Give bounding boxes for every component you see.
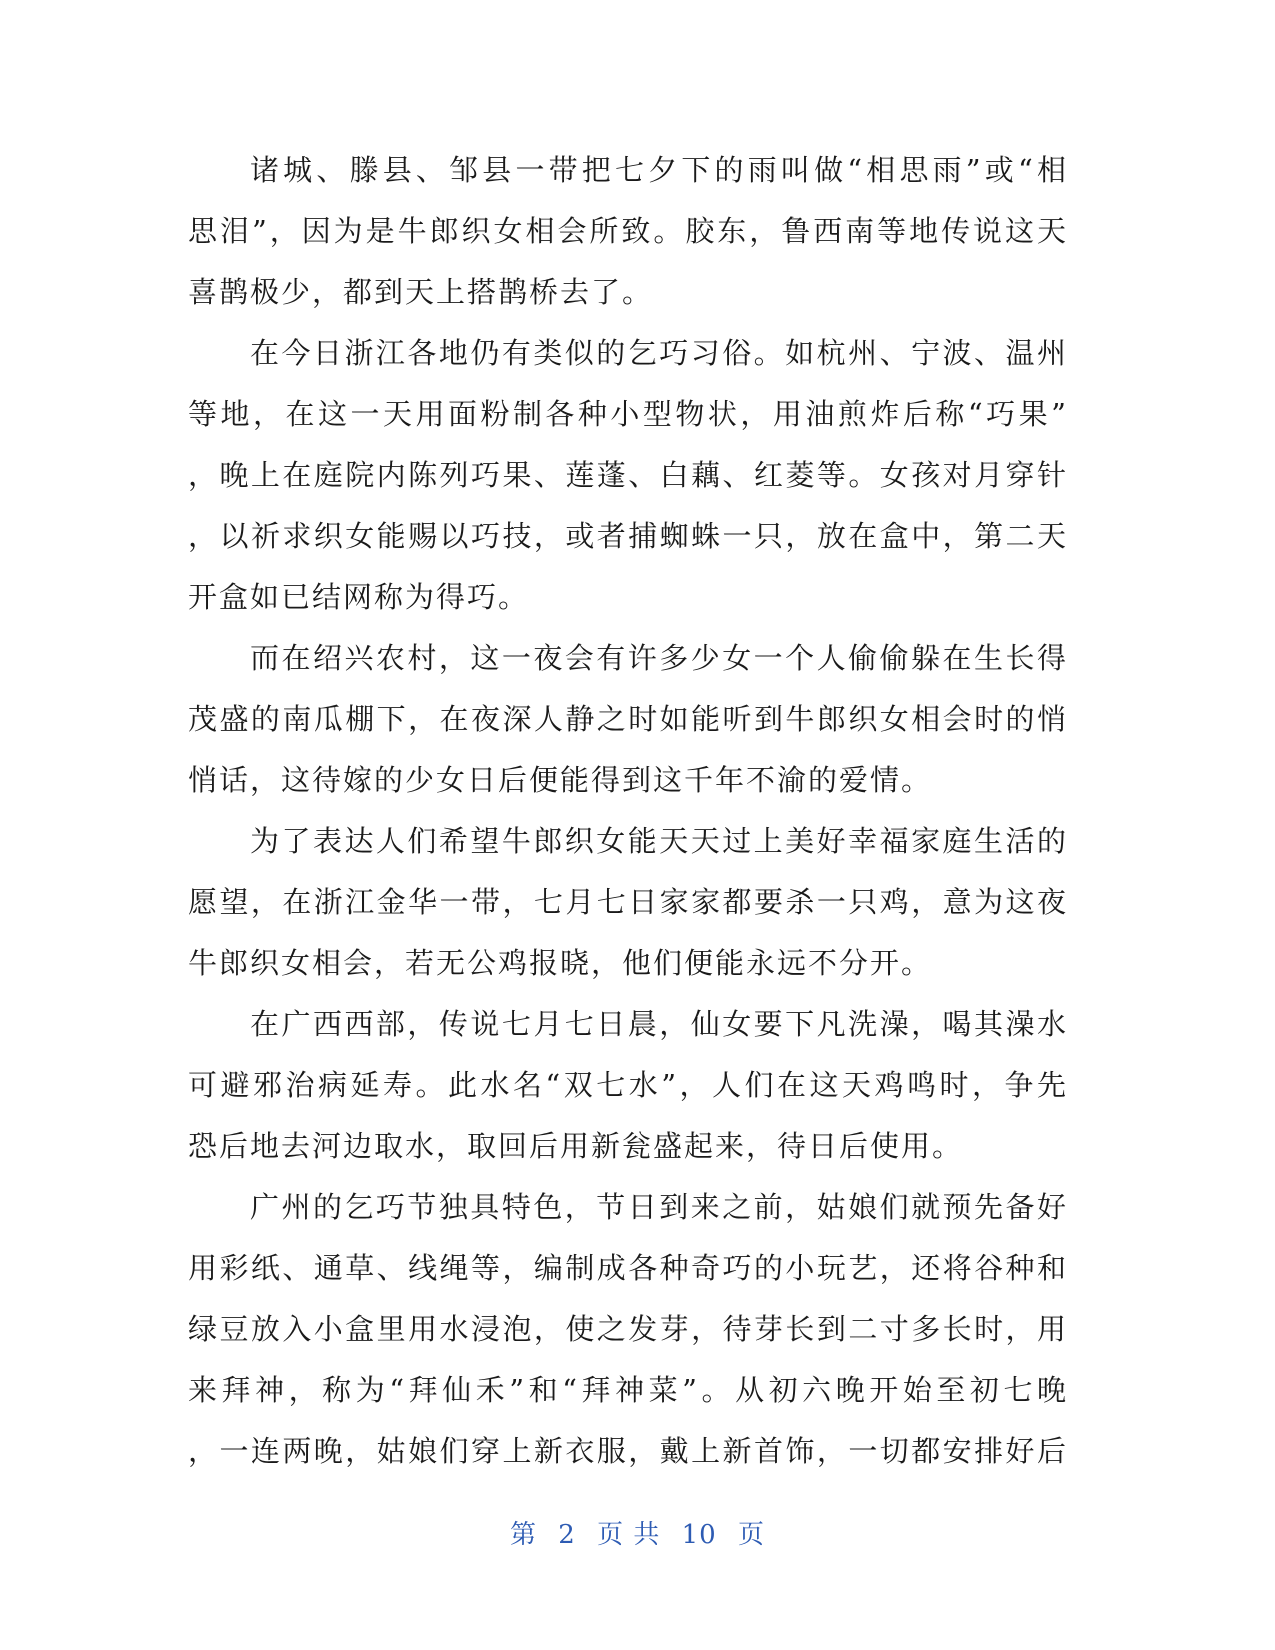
footer-suffix: 页 bbox=[737, 1520, 765, 1550]
text-line: 在广西西部，传说七月七日晨，仙女要下凡洗澡，喝其澡水 bbox=[250, 1007, 1068, 1041]
footer-prefix: 第 bbox=[510, 1520, 538, 1550]
text-line: 在今日浙江各地仍有类似的乞巧习俗。如杭州、宁波、温州 bbox=[250, 336, 1068, 370]
page-footer bbox=[0, 1514, 1275, 1551]
text-line: 喜鹊极少，都到天上搭鹊桥去了。 bbox=[188, 275, 654, 309]
text-line: 恐后地去河边取水，取回后用新瓮盛起来，待日后使用。 bbox=[188, 1129, 964, 1163]
text-line: 为了表达人们希望牛郎织女能天天过上美好幸福家庭生活的 bbox=[250, 824, 1068, 858]
text-line: 等地，在这一天用面粉制各种小型物状，用油煎炸后称“巧果” bbox=[188, 397, 1068, 431]
footer-total-pages: 10 bbox=[681, 1520, 717, 1550]
text-line: 愿望，在浙江金华一带，七月七日家家都要杀一只鸡，意为这夜 bbox=[188, 885, 1068, 919]
document-body bbox=[188, 140, 1068, 1482]
text-line: 悄话，这待嫁的少女日后便能得到这千年不渝的爱情。 bbox=[188, 763, 933, 797]
text-line: ，以祈求织女能赐以巧技，或者捕蜘蛛一只，放在盒中，第二天 bbox=[188, 519, 1068, 553]
text-line: 可避邪治病延寿。此水名“双七水”，人们在这天鸡鸣时，争先 bbox=[188, 1068, 1068, 1102]
text-line: ，晚上在庭院内陈列巧果、莲蓬、白藕、红菱等。女孩对月穿针 bbox=[188, 458, 1068, 492]
text-line: 开盒如已结网称为得巧。 bbox=[188, 580, 530, 614]
text-line: 而在绍兴农村，这一夜会有许多少女一个人偷偷躲在生长得 bbox=[250, 641, 1068, 675]
text-line: 茂盛的南瓜棚下，在夜深人静之时如能听到牛郎织女相会时的悄 bbox=[188, 702, 1068, 736]
text-line: 来拜神，称为“拜仙禾”和“拜神菜”。从初六晚开始至初七晚 bbox=[188, 1373, 1068, 1407]
text-line: 用彩纸、通草、线绳等，编制成各种奇巧的小玩艺，还将谷种和 bbox=[188, 1251, 1068, 1285]
footer-middle: 页 共 bbox=[597, 1520, 661, 1550]
text-line: 绿豆放入小盒里用水浸泡，使之发芽，待芽长到二寸多长时，用 bbox=[188, 1312, 1068, 1346]
text-line: 牛郎织女相会，若无公鸡报晓，他们便能永远不分开。 bbox=[188, 946, 933, 980]
text-line: 广州的乞巧节独具特色，节日到来之前，姑娘们就预先备好 bbox=[250, 1190, 1068, 1224]
text-line: 思泪”，因为是牛郎织女相会所致。胶东，鲁西南等地传说这天 bbox=[188, 214, 1068, 248]
footer-current-page: 2 bbox=[558, 1520, 576, 1550]
text-line: 诸城、滕县、邹县一带把七夕下的雨叫做“相思雨”或“相 bbox=[250, 153, 1068, 187]
text-line: ，一连两晚，姑娘们穿上新衣服，戴上新首饰，一切都安排好后 bbox=[188, 1434, 1068, 1468]
